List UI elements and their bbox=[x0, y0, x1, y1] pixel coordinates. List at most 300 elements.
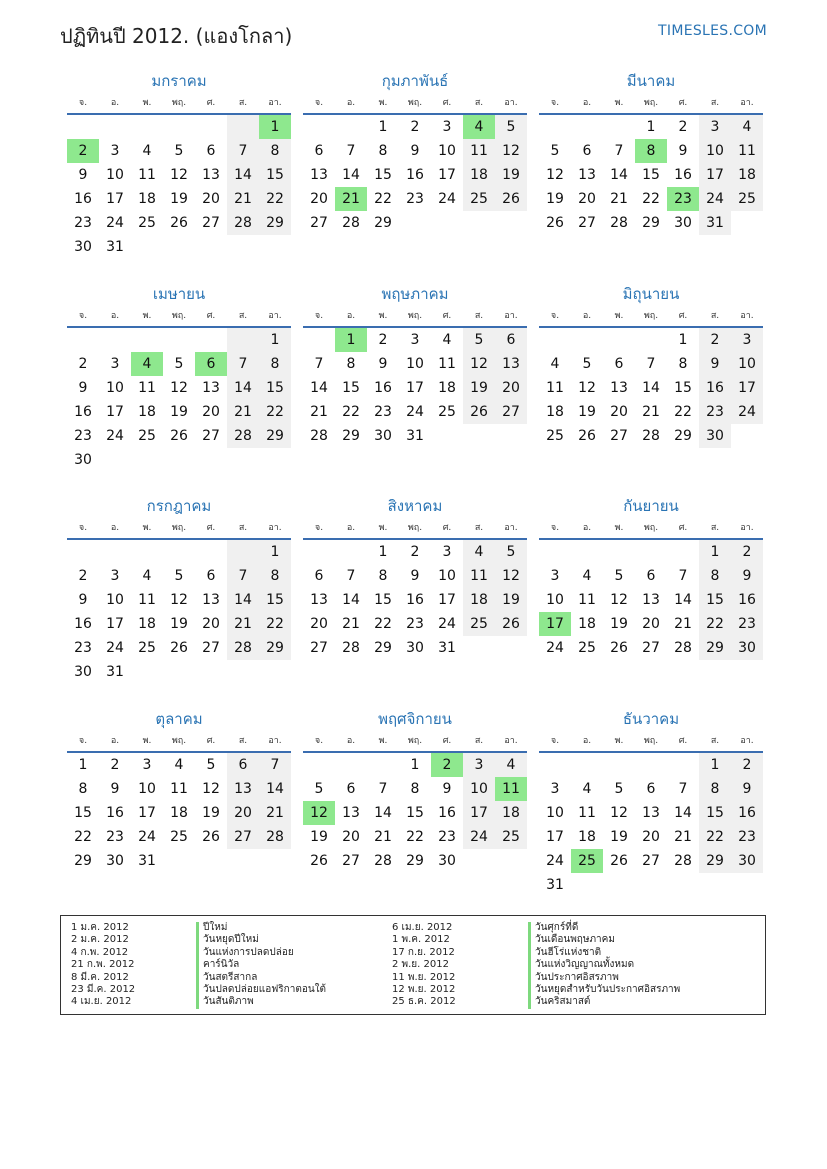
day-cell[interactable]: 1 bbox=[646, 119, 656, 135]
day-cell[interactable]: 8 bbox=[78, 781, 88, 797]
day-cell[interactable]: 11 bbox=[138, 380, 156, 396]
day-cell[interactable]: 9 bbox=[110, 781, 120, 797]
day-cell[interactable]: 16 bbox=[674, 167, 692, 183]
day-cell[interactable]: 25 bbox=[170, 829, 188, 845]
day-cell[interactable]: 8 bbox=[259, 352, 291, 376]
day-cell[interactable]: 16 bbox=[74, 616, 92, 632]
day-cell[interactable]: 20 bbox=[202, 616, 220, 632]
day-cell[interactable]: 11 bbox=[170, 781, 188, 797]
day-cell[interactable]: 8 bbox=[678, 356, 688, 372]
day-cell[interactable]: 28 bbox=[674, 853, 692, 869]
day-cell[interactable]: 7 bbox=[346, 143, 356, 159]
day-cell[interactable]: 20 bbox=[202, 404, 220, 420]
day-cell[interactable]: 1 bbox=[259, 540, 291, 564]
day-cell[interactable]: 21 bbox=[674, 616, 692, 632]
day-cell[interactable]: 27 bbox=[310, 215, 328, 231]
day-cell[interactable]: 28 bbox=[610, 215, 628, 231]
day-cell[interactable]: 30 bbox=[74, 239, 92, 255]
day-cell[interactable]: 3 bbox=[442, 544, 452, 560]
day-cell[interactable]: 22 bbox=[699, 825, 731, 849]
day-cell[interactable]: 26 bbox=[463, 400, 495, 424]
day-cell[interactable]: 23 bbox=[106, 829, 124, 845]
day-cell[interactable]: 16 bbox=[731, 801, 763, 825]
day-cell[interactable]: 18 bbox=[546, 404, 564, 420]
day-cell[interactable]: 31 bbox=[106, 239, 124, 255]
day-cell[interactable]: 10 bbox=[138, 781, 156, 797]
day-cell[interactable]: 29 bbox=[342, 428, 360, 444]
day-cell[interactable]: 26 bbox=[610, 853, 628, 869]
day-cell[interactable]: 24 bbox=[546, 853, 564, 869]
day-cell[interactable]: 14 bbox=[342, 167, 360, 183]
day-cell[interactable]: 25 bbox=[495, 825, 527, 849]
day-cell[interactable]: 13 bbox=[578, 167, 596, 183]
day-cell[interactable]: 12 bbox=[578, 380, 596, 396]
day-cell[interactable]: 23 bbox=[667, 187, 699, 211]
day-cell[interactable]: 10 bbox=[731, 352, 763, 376]
day-cell[interactable]: 30 bbox=[74, 664, 92, 680]
day-cell[interactable]: 16 bbox=[731, 588, 763, 612]
day-cell[interactable]: 6 bbox=[206, 143, 216, 159]
day-cell[interactable]: 31 bbox=[138, 853, 156, 869]
day-cell[interactable]: 5 bbox=[614, 781, 624, 797]
day-cell[interactable]: 13 bbox=[642, 805, 660, 821]
day-cell[interactable]: 29 bbox=[406, 853, 424, 869]
day-cell[interactable]: 4 bbox=[463, 115, 495, 139]
day-cell[interactable]: 18 bbox=[138, 616, 156, 632]
day-cell[interactable]: 19 bbox=[170, 616, 188, 632]
day-cell[interactable]: 23 bbox=[731, 825, 763, 849]
day-cell[interactable]: 5 bbox=[174, 356, 184, 372]
day-cell[interactable]: 22 bbox=[342, 404, 360, 420]
day-cell[interactable]: 18 bbox=[463, 163, 495, 187]
day-cell[interactable]: 5 bbox=[582, 356, 592, 372]
day-cell[interactable]: 27 bbox=[495, 400, 527, 424]
day-cell[interactable]: 8 bbox=[378, 568, 388, 584]
day-cell[interactable]: 27 bbox=[227, 825, 259, 849]
day-cell[interactable]: 11 bbox=[463, 139, 495, 163]
day-cell[interactable]: 11 bbox=[438, 356, 456, 372]
day-cell[interactable]: 7 bbox=[646, 356, 656, 372]
day-cell[interactable]: 4 bbox=[174, 757, 184, 773]
day-cell[interactable]: 26 bbox=[202, 829, 220, 845]
day-cell[interactable]: 7 bbox=[227, 139, 259, 163]
day-cell[interactable]: 2 bbox=[699, 328, 731, 352]
day-cell[interactable]: 6 bbox=[314, 143, 324, 159]
day-cell[interactable]: 4 bbox=[582, 568, 592, 584]
day-cell[interactable]: 21 bbox=[227, 187, 259, 211]
day-cell[interactable]: 10 bbox=[106, 380, 124, 396]
day-cell[interactable]: 27 bbox=[342, 853, 360, 869]
day-cell[interactable]: 21 bbox=[310, 404, 328, 420]
day-cell[interactable]: 28 bbox=[642, 428, 660, 444]
day-cell[interactable]: 16 bbox=[406, 592, 424, 608]
day-cell[interactable]: 7 bbox=[259, 753, 291, 777]
day-cell[interactable]: 9 bbox=[378, 356, 388, 372]
day-cell[interactable]: 22 bbox=[406, 829, 424, 845]
day-cell[interactable]: 22 bbox=[259, 612, 291, 636]
day-cell[interactable]: 9 bbox=[78, 167, 88, 183]
day-cell[interactable]: 5 bbox=[174, 568, 184, 584]
day-cell[interactable]: 30 bbox=[731, 636, 763, 660]
day-cell[interactable]: 6 bbox=[346, 781, 356, 797]
day-cell[interactable]: 10 bbox=[406, 356, 424, 372]
day-cell[interactable]: 21 bbox=[335, 187, 367, 211]
day-cell[interactable]: 14 bbox=[259, 777, 291, 801]
day-cell[interactable]: 9 bbox=[678, 143, 688, 159]
day-cell[interactable]: 25 bbox=[731, 187, 763, 211]
day-cell[interactable]: 3 bbox=[110, 356, 120, 372]
day-cell[interactable]: 22 bbox=[74, 829, 92, 845]
day-cell[interactable]: 10 bbox=[106, 592, 124, 608]
day-cell[interactable]: 10 bbox=[438, 143, 456, 159]
day-cell[interactable]: 22 bbox=[259, 400, 291, 424]
day-cell[interactable]: 2 bbox=[410, 544, 420, 560]
day-cell[interactable]: 4 bbox=[582, 781, 592, 797]
day-cell[interactable]: 26 bbox=[495, 612, 527, 636]
day-cell[interactable]: 12 bbox=[170, 167, 188, 183]
day-cell[interactable]: 11 bbox=[731, 139, 763, 163]
day-cell[interactable]: 15 bbox=[642, 167, 660, 183]
day-cell[interactable]: 1 bbox=[78, 757, 88, 773]
day-cell[interactable]: 30 bbox=[731, 849, 763, 873]
day-cell[interactable]: 19 bbox=[546, 191, 564, 207]
day-cell[interactable]: 15 bbox=[674, 380, 692, 396]
day-cell[interactable]: 26 bbox=[170, 428, 188, 444]
day-cell[interactable]: 12 bbox=[202, 781, 220, 797]
day-cell[interactable]: 25 bbox=[571, 849, 603, 873]
day-cell[interactable]: 29 bbox=[374, 215, 392, 231]
day-cell[interactable]: 20 bbox=[610, 404, 628, 420]
day-cell[interactable]: 17 bbox=[546, 829, 564, 845]
day-cell[interactable]: 22 bbox=[374, 616, 392, 632]
day-cell[interactable]: 12 bbox=[463, 352, 495, 376]
day-cell[interactable]: 3 bbox=[550, 568, 560, 584]
day-cell[interactable]: 9 bbox=[410, 568, 420, 584]
day-cell[interactable]: 23 bbox=[699, 400, 731, 424]
day-cell[interactable]: 18 bbox=[495, 801, 527, 825]
day-cell[interactable]: 14 bbox=[610, 167, 628, 183]
day-cell[interactable]: 22 bbox=[374, 191, 392, 207]
day-cell[interactable]: 28 bbox=[342, 640, 360, 656]
day-cell[interactable]: 14 bbox=[310, 380, 328, 396]
day-cell[interactable]: 24 bbox=[106, 640, 124, 656]
day-cell[interactable]: 16 bbox=[374, 380, 392, 396]
day-cell[interactable]: 2 bbox=[78, 356, 88, 372]
day-cell[interactable]: 21 bbox=[227, 612, 259, 636]
day-cell[interactable]: 15 bbox=[259, 588, 291, 612]
day-cell[interactable]: 23 bbox=[74, 215, 92, 231]
day-cell[interactable]: 18 bbox=[578, 616, 596, 632]
day-cell[interactable]: 7 bbox=[678, 781, 688, 797]
day-cell[interactable]: 7 bbox=[227, 564, 259, 588]
day-cell[interactable]: 2 bbox=[78, 568, 88, 584]
day-cell[interactable]: 4 bbox=[495, 753, 527, 777]
day-cell[interactable]: 11 bbox=[138, 167, 156, 183]
day-cell[interactable]: 24 bbox=[438, 191, 456, 207]
day-cell[interactable]: 5 bbox=[206, 757, 216, 773]
day-cell[interactable]: 6 bbox=[195, 352, 227, 376]
day-cell[interactable]: 3 bbox=[550, 781, 560, 797]
day-cell[interactable]: 23 bbox=[74, 428, 92, 444]
day-cell[interactable]: 3 bbox=[463, 753, 495, 777]
day-cell[interactable]: 17 bbox=[539, 612, 571, 636]
day-cell[interactable]: 24 bbox=[731, 400, 763, 424]
day-cell[interactable]: 19 bbox=[202, 805, 220, 821]
day-cell[interactable]: 2 bbox=[678, 119, 688, 135]
day-cell[interactable]: 3 bbox=[110, 568, 120, 584]
day-cell[interactable]: 16 bbox=[74, 404, 92, 420]
day-cell[interactable]: 30 bbox=[699, 424, 731, 448]
day-cell[interactable]: 7 bbox=[346, 568, 356, 584]
day-cell[interactable]: 26 bbox=[610, 640, 628, 656]
day-cell[interactable]: 12 bbox=[546, 167, 564, 183]
day-cell[interactable]: 14 bbox=[674, 805, 692, 821]
day-cell[interactable]: 16 bbox=[106, 805, 124, 821]
day-cell[interactable]: 29 bbox=[642, 215, 660, 231]
day-cell[interactable]: 20 bbox=[227, 801, 259, 825]
day-cell[interactable]: 10 bbox=[699, 139, 731, 163]
day-cell[interactable]: 23 bbox=[406, 191, 424, 207]
day-cell[interactable]: 29 bbox=[699, 636, 731, 660]
day-cell[interactable]: 1 bbox=[699, 540, 731, 564]
day-cell[interactable]: 21 bbox=[259, 801, 291, 825]
day-cell[interactable]: 5 bbox=[495, 115, 527, 139]
day-cell[interactable]: 25 bbox=[138, 428, 156, 444]
day-cell[interactable]: 13 bbox=[310, 592, 328, 608]
day-cell[interactable]: 21 bbox=[674, 829, 692, 845]
day-cell[interactable]: 11 bbox=[546, 380, 564, 396]
day-cell[interactable]: 28 bbox=[342, 215, 360, 231]
day-cell[interactable]: 12 bbox=[610, 592, 628, 608]
day-cell[interactable]: 1 bbox=[259, 328, 291, 352]
day-cell[interactable]: 24 bbox=[406, 404, 424, 420]
day-cell[interactable]: 27 bbox=[642, 640, 660, 656]
day-cell[interactable]: 4 bbox=[731, 115, 763, 139]
day-cell[interactable]: 29 bbox=[74, 853, 92, 869]
day-cell[interactable]: 24 bbox=[106, 215, 124, 231]
day-cell[interactable]: 29 bbox=[259, 636, 291, 660]
day-cell[interactable]: 14 bbox=[674, 592, 692, 608]
day-cell[interactable]: 1 bbox=[335, 328, 367, 352]
day-cell[interactable]: 18 bbox=[463, 588, 495, 612]
day-cell[interactable]: 29 bbox=[259, 211, 291, 235]
day-cell[interactable]: 15 bbox=[699, 588, 731, 612]
day-cell[interactable]: 5 bbox=[550, 143, 560, 159]
day-cell[interactable]: 11 bbox=[578, 805, 596, 821]
day-cell[interactable]: 17 bbox=[699, 163, 731, 187]
day-cell[interactable]: 16 bbox=[699, 376, 731, 400]
day-cell[interactable]: 2 bbox=[731, 753, 763, 777]
day-cell[interactable]: 6 bbox=[227, 753, 259, 777]
day-cell[interactable]: 31 bbox=[438, 640, 456, 656]
day-cell[interactable]: 18 bbox=[438, 380, 456, 396]
day-cell[interactable]: 22 bbox=[259, 187, 291, 211]
day-cell[interactable]: 17 bbox=[463, 801, 495, 825]
day-cell[interactable]: 25 bbox=[578, 640, 596, 656]
day-cell[interactable]: 13 bbox=[342, 805, 360, 821]
day-cell[interactable]: 9 bbox=[442, 781, 452, 797]
day-cell[interactable]: 25 bbox=[138, 640, 156, 656]
day-cell[interactable]: 1 bbox=[678, 332, 688, 348]
day-cell[interactable]: 25 bbox=[138, 215, 156, 231]
day-cell[interactable]: 9 bbox=[410, 143, 420, 159]
day-cell[interactable]: 29 bbox=[374, 640, 392, 656]
day-cell[interactable]: 7 bbox=[678, 568, 688, 584]
day-cell[interactable]: 4 bbox=[550, 356, 560, 372]
day-cell[interactable]: 5 bbox=[495, 540, 527, 564]
day-cell[interactable]: 20 bbox=[342, 829, 360, 845]
day-cell[interactable]: 30 bbox=[438, 853, 456, 869]
day-cell[interactable]: 8 bbox=[699, 777, 731, 801]
day-cell[interactable]: 23 bbox=[374, 404, 392, 420]
day-cell[interactable]: 27 bbox=[642, 853, 660, 869]
day-cell[interactable]: 17 bbox=[106, 191, 124, 207]
day-cell[interactable]: 25 bbox=[546, 428, 564, 444]
day-cell[interactable]: 6 bbox=[495, 328, 527, 352]
day-cell[interactable]: 11 bbox=[463, 564, 495, 588]
day-cell[interactable]: 28 bbox=[310, 428, 328, 444]
day-cell[interactable]: 25 bbox=[463, 187, 495, 211]
day-cell[interactable]: 19 bbox=[495, 163, 527, 187]
day-cell[interactable]: 14 bbox=[642, 380, 660, 396]
day-cell[interactable]: 20 bbox=[310, 191, 328, 207]
day-cell[interactable]: 2 bbox=[431, 753, 463, 777]
day-cell[interactable]: 21 bbox=[227, 400, 259, 424]
day-cell[interactable]: 31 bbox=[546, 877, 564, 893]
day-cell[interactable]: 14 bbox=[227, 588, 259, 612]
day-cell[interactable]: 21 bbox=[642, 404, 660, 420]
day-cell[interactable]: 19 bbox=[463, 376, 495, 400]
day-cell[interactable]: 12 bbox=[495, 564, 527, 588]
day-cell[interactable]: 26 bbox=[170, 640, 188, 656]
day-cell[interactable]: 13 bbox=[202, 167, 220, 183]
day-cell[interactable]: 21 bbox=[342, 616, 360, 632]
day-cell[interactable]: 28 bbox=[227, 211, 259, 235]
day-cell[interactable]: 17 bbox=[106, 616, 124, 632]
day-cell[interactable]: 2 bbox=[110, 757, 120, 773]
day-cell[interactable]: 8 bbox=[259, 564, 291, 588]
day-cell[interactable]: 22 bbox=[642, 191, 660, 207]
day-cell[interactable]: 15 bbox=[374, 592, 392, 608]
day-cell[interactable]: 12 bbox=[303, 801, 335, 825]
day-cell[interactable]: 3 bbox=[699, 115, 731, 139]
day-cell[interactable]: 20 bbox=[642, 829, 660, 845]
day-cell[interactable]: 26 bbox=[170, 215, 188, 231]
day-cell[interactable]: 25 bbox=[463, 612, 495, 636]
day-cell[interactable]: 26 bbox=[310, 853, 328, 869]
day-cell[interactable]: 16 bbox=[406, 167, 424, 183]
day-cell[interactable]: 19 bbox=[610, 829, 628, 845]
day-cell[interactable]: 15 bbox=[74, 805, 92, 821]
day-cell[interactable]: 13 bbox=[310, 167, 328, 183]
day-cell[interactable]: 12 bbox=[495, 139, 527, 163]
day-cell[interactable]: 24 bbox=[546, 640, 564, 656]
day-cell[interactable]: 13 bbox=[202, 592, 220, 608]
day-cell[interactable]: 17 bbox=[438, 167, 456, 183]
day-cell[interactable]: 3 bbox=[731, 328, 763, 352]
day-cell[interactable]: 18 bbox=[138, 191, 156, 207]
day-cell[interactable]: 30 bbox=[406, 640, 424, 656]
day-cell[interactable]: 15 bbox=[699, 801, 731, 825]
day-cell[interactable]: 18 bbox=[731, 163, 763, 187]
day-cell[interactable]: 24 bbox=[106, 428, 124, 444]
day-cell[interactable]: 24 bbox=[463, 825, 495, 849]
day-cell[interactable]: 27 bbox=[610, 428, 628, 444]
day-cell[interactable]: 23 bbox=[74, 640, 92, 656]
day-cell[interactable]: 12 bbox=[170, 592, 188, 608]
day-cell[interactable]: 15 bbox=[342, 380, 360, 396]
day-cell[interactable]: 5 bbox=[314, 781, 324, 797]
day-cell[interactable]: 23 bbox=[438, 829, 456, 845]
day-cell[interactable]: 17 bbox=[438, 592, 456, 608]
day-cell[interactable]: 1 bbox=[410, 757, 420, 773]
day-cell[interactable]: 9 bbox=[78, 380, 88, 396]
day-cell[interactable]: 21 bbox=[374, 829, 392, 845]
day-cell[interactable]: 16 bbox=[438, 805, 456, 821]
day-cell[interactable]: 31 bbox=[699, 211, 731, 235]
day-cell[interactable]: 18 bbox=[170, 805, 188, 821]
day-cell[interactable]: 7 bbox=[314, 356, 324, 372]
day-cell[interactable]: 29 bbox=[259, 424, 291, 448]
day-cell[interactable]: 17 bbox=[406, 380, 424, 396]
day-cell[interactable]: 4 bbox=[142, 143, 152, 159]
day-cell[interactable]: 17 bbox=[138, 805, 156, 821]
day-cell[interactable]: 20 bbox=[202, 191, 220, 207]
day-cell[interactable]: 17 bbox=[731, 376, 763, 400]
day-cell[interactable]: 2 bbox=[731, 540, 763, 564]
day-cell[interactable]: 25 bbox=[438, 404, 456, 420]
day-cell[interactable]: 4 bbox=[131, 352, 163, 376]
day-cell[interactable]: 24 bbox=[699, 187, 731, 211]
day-cell[interactable]: 9 bbox=[78, 592, 88, 608]
day-cell[interactable]: 9 bbox=[731, 777, 763, 801]
day-cell[interactable]: 3 bbox=[110, 143, 120, 159]
day-cell[interactable]: 8 bbox=[635, 139, 667, 163]
day-cell[interactable]: 30 bbox=[374, 428, 392, 444]
day-cell[interactable]: 1 bbox=[259, 115, 291, 139]
day-cell[interactable]: 6 bbox=[646, 781, 656, 797]
day-cell[interactable]: 4 bbox=[463, 540, 495, 564]
day-cell[interactable]: 9 bbox=[731, 564, 763, 588]
day-cell[interactable]: 10 bbox=[463, 777, 495, 801]
day-cell[interactable]: 2 bbox=[410, 119, 420, 135]
day-cell[interactable]: 30 bbox=[674, 215, 692, 231]
day-cell[interactable]: 6 bbox=[614, 356, 624, 372]
day-cell[interactable]: 22 bbox=[699, 612, 731, 636]
day-cell[interactable]: 26 bbox=[578, 428, 596, 444]
day-cell[interactable]: 28 bbox=[259, 825, 291, 849]
day-cell[interactable]: 19 bbox=[578, 404, 596, 420]
day-cell[interactable]: 7 bbox=[227, 352, 259, 376]
day-cell[interactable]: 8 bbox=[410, 781, 420, 797]
day-cell[interactable]: 24 bbox=[438, 616, 456, 632]
day-cell[interactable]: 5 bbox=[614, 568, 624, 584]
day-cell[interactable]: 6 bbox=[582, 143, 592, 159]
day-cell[interactable]: 10 bbox=[106, 167, 124, 183]
day-cell[interactable]: 31 bbox=[106, 664, 124, 680]
day-cell[interactable]: 4 bbox=[142, 568, 152, 584]
day-cell[interactable]: 20 bbox=[642, 616, 660, 632]
day-cell[interactable]: 30 bbox=[74, 452, 92, 468]
day-cell[interactable]: 14 bbox=[227, 376, 259, 400]
day-cell[interactable]: 8 bbox=[259, 139, 291, 163]
day-cell[interactable]: 4 bbox=[442, 332, 452, 348]
day-cell[interactable]: 27 bbox=[578, 215, 596, 231]
day-cell[interactable]: 11 bbox=[578, 592, 596, 608]
day-cell[interactable]: 10 bbox=[546, 592, 564, 608]
day-cell[interactable]: 13 bbox=[495, 352, 527, 376]
day-cell[interactable]: 27 bbox=[202, 428, 220, 444]
